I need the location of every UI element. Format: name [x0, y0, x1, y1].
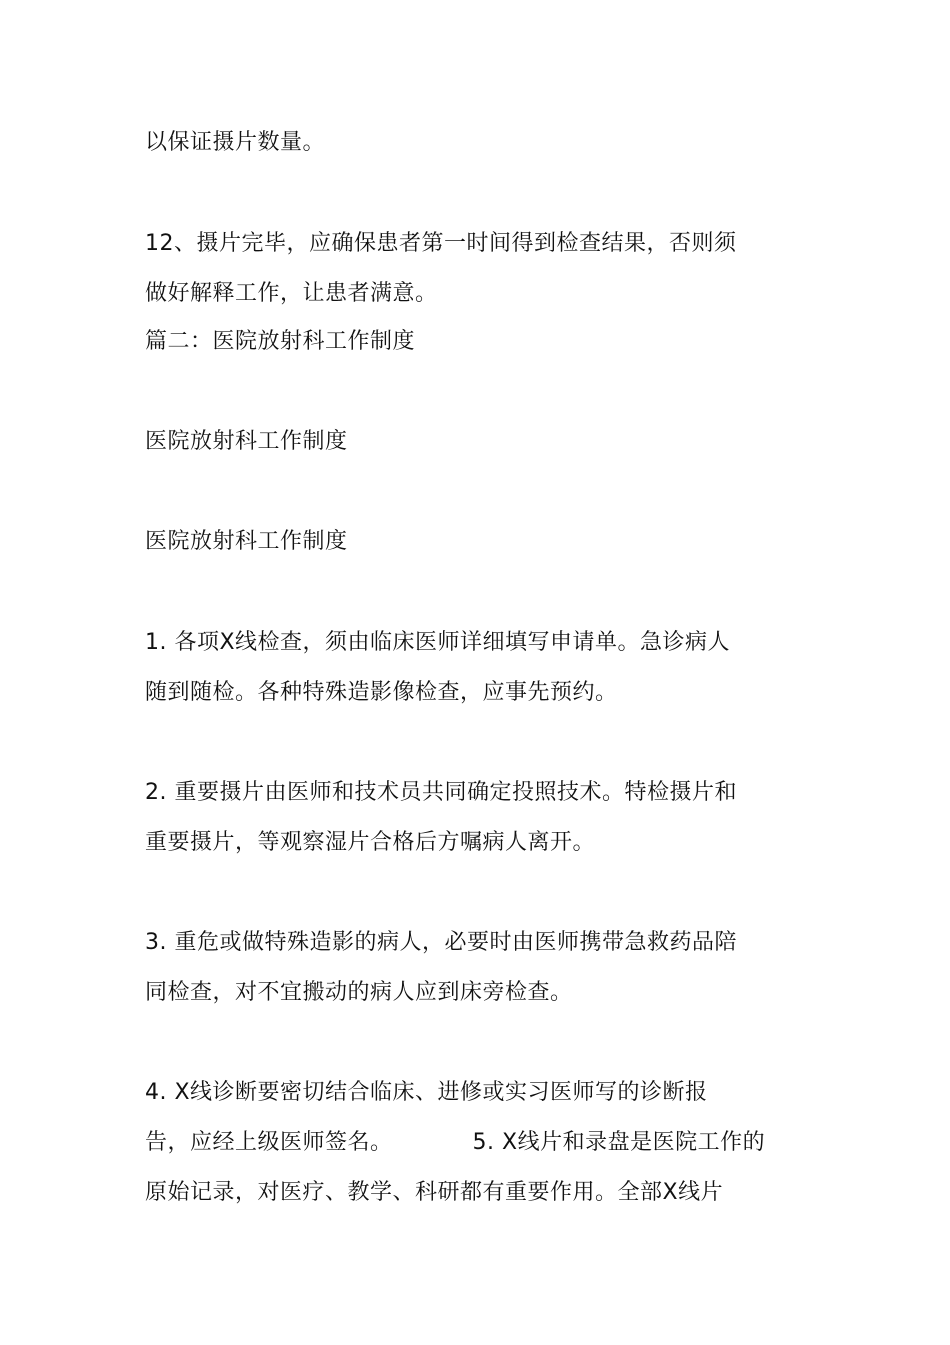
text-line: 同检查，对不宜搬动的病人应到床旁检查。	[145, 980, 573, 1005]
text-line: 2. 重要摄片由医师和技术员共同确定投照技术。特检摄片和	[145, 780, 737, 805]
document-subtitle: 医院放射科工作制度	[145, 529, 348, 554]
text-line: 原始记录，对医疗、教学、科研都有重要作用。全部X线片	[145, 1180, 724, 1205]
text-line-part: 5. X线片和录盘是医院工作的	[472, 1130, 766, 1155]
text-line: 1. 各项X线检查，须由临床医师详细填写申请单。急诊病人	[145, 630, 731, 655]
section-heading: 篇二：医院放射科工作制度	[145, 329, 416, 354]
text-line: 重要摄片，等观察湿片合格后方嘱病人离开。	[145, 830, 596, 855]
document-title: 医院放射科工作制度	[145, 429, 348, 454]
text-line: 以保证摄片数量。	[145, 130, 326, 155]
text-line: 随到随检。各种特殊造影像检查，应事先预约。	[145, 680, 618, 705]
text-line: 3. 重危或做特殊造影的病人，必要时由医师携带急救药品陪	[145, 930, 737, 955]
text-line-combined	[145, 1128, 765, 1158]
text-line: 做好解释工作，让患者满意。	[145, 281, 438, 306]
text-line-part: 告，应经上级医师签名。	[145, 1130, 393, 1155]
text-line: 12、摄片完毕，应确保患者第一时间得到检查结果，否则须	[145, 231, 737, 256]
text-line: 4. X线诊断要密切结合临床、进修或实习医师写的诊断报	[145, 1080, 708, 1105]
